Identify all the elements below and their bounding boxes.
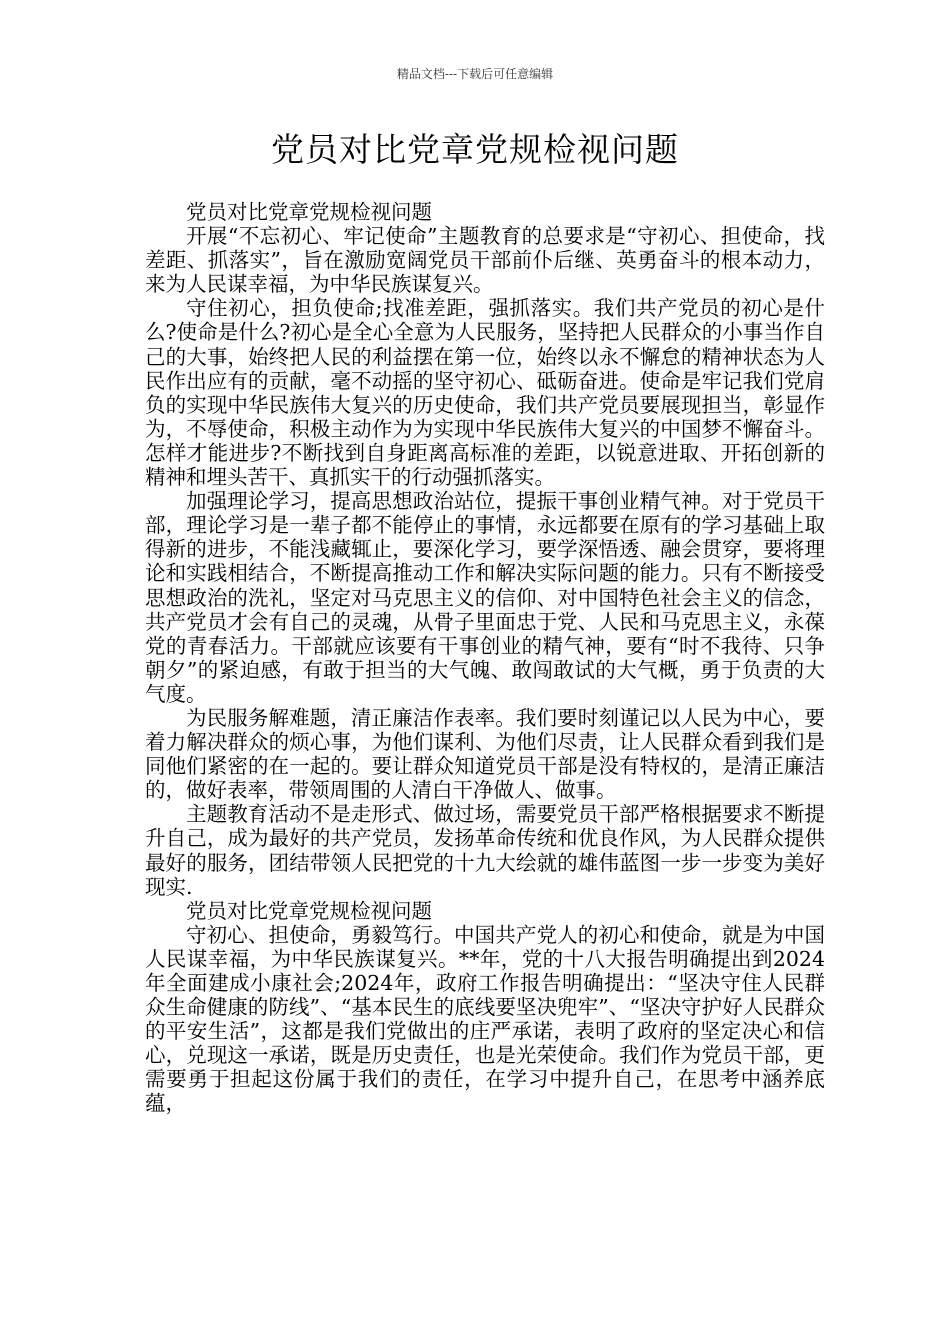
paragraph: 加强理论学习，提高思想政治站位，提振干事创业精气神。对于党员干部，理论学习是一辈子都不能停止的事情，永远都要在原有的学习基础上取得新的进步，不能浅藏辄止，要深化学习，要学深悟透、融会贯穿，要将理论和实践相结合，不断提高推动工作和解决实际问题的能力。只有不断接受思想政治的洗礼，坚定对马克思主义的信仰、对中国特色社会主义的信念，共产党员才会有自己的灵魂，从骨子里面忠于党、人民和马克思主义，永葆党的青春活力。干部就应该要有干事创业的精气神，要有“时不我待、只争朝夕”的紧迫感，有敢于担当的大气魄、敢闯敢试的大气概，勇于负责的大气度。 [145,489,825,706]
paragraph: 为民服务解难题，清正廉洁作表率。我们要时刻谨记以人民为中心，要着力解决群众的烦心事，为他们谋利、为他们尽责，让人民群众看到我们是同他们紧密的在一起的。要让群众知道党员干部是没有特权的，是清正廉洁的，做好表率，带领周围的人清白干净做人、做事。 [145,705,825,803]
paragraph: 主题教育活动不是走形式、做过场，需要党员干部严格根据要求不断提升自己，成为最好的共产党员，发扬革命传统和优良作风，为人民群众提供最好的服务，团结带领人民把党的十九大绘就的雄伟蓝图一步一步变为美好现实. [145,802,825,899]
header-note: 精品文档---下载后可任意编辑 [396,67,554,81]
paragraph-subtitle: 党员对比党章党规检视问题 [186,898,432,923]
paragraph-subtitle: 党员对比党章党规检视问题 [186,200,432,224]
paragraph: 守住初心，担负使命;找准差距，强抓落实。我们共产党员的初心是什么?使命是什么?初心是全心全意为人民服务，坚持把人民群众的小事当作自己的大事，始终把人民的利益摆在第一位，始终以永不懈怠的精神状态为人民作出应有的贡献，毫不动摇的坚守初心、砥砺奋进。使命是牢记我们党肩负的实现中华民族伟大复兴的历史使命，我们共产党员要展现担当，彰显作为，不辱使命，积极主动作为为实现中华民族伟大复兴的中国梦不懈奋斗。怎样才能进步?不断找到自身距离高标准的差距，以锐意进取、开拓创新的精神和埋头苦干、真抓实干的行动强抓落实。 [145,296,825,490]
document-body [145,200,825,1116]
document-title: 党员对比党章党规检视问题 [271,130,679,169]
paragraph: 开展“不忘初心、牢记使命”主题教育的总要求是“守初心、担使命，找差距、抓落实”，旨在激励宽阔党员干部前仆后继、英勇奋斗的根本动力，来为人民谋幸福，为中华民族谋复兴。 [145,224,825,297]
paragraph: 守初心、担使命，勇毅笃行。中国共产党人的初心和使命，就是为中国人民谋幸福，为中华民族谋复兴。**年，党的十八大报告明确提出到2024年全面建成小康社会;2024年，政府工作报告明确提出：“坚决守住人民群众生命健康的防线”、“基本民生的底线要坚决兜牢”、“坚决守护好人民群众的平安生活”，这都是我们党做出的庄严承诺，表明了政府的坚定决心和信心，兑现这一承诺，既是历史责任，也是光荣使命。我们作为党员干部，更需要勇于担起这份属于我们的责任，在学习中提升自己，在思考中涵养底蕴， [145,922,825,1116]
